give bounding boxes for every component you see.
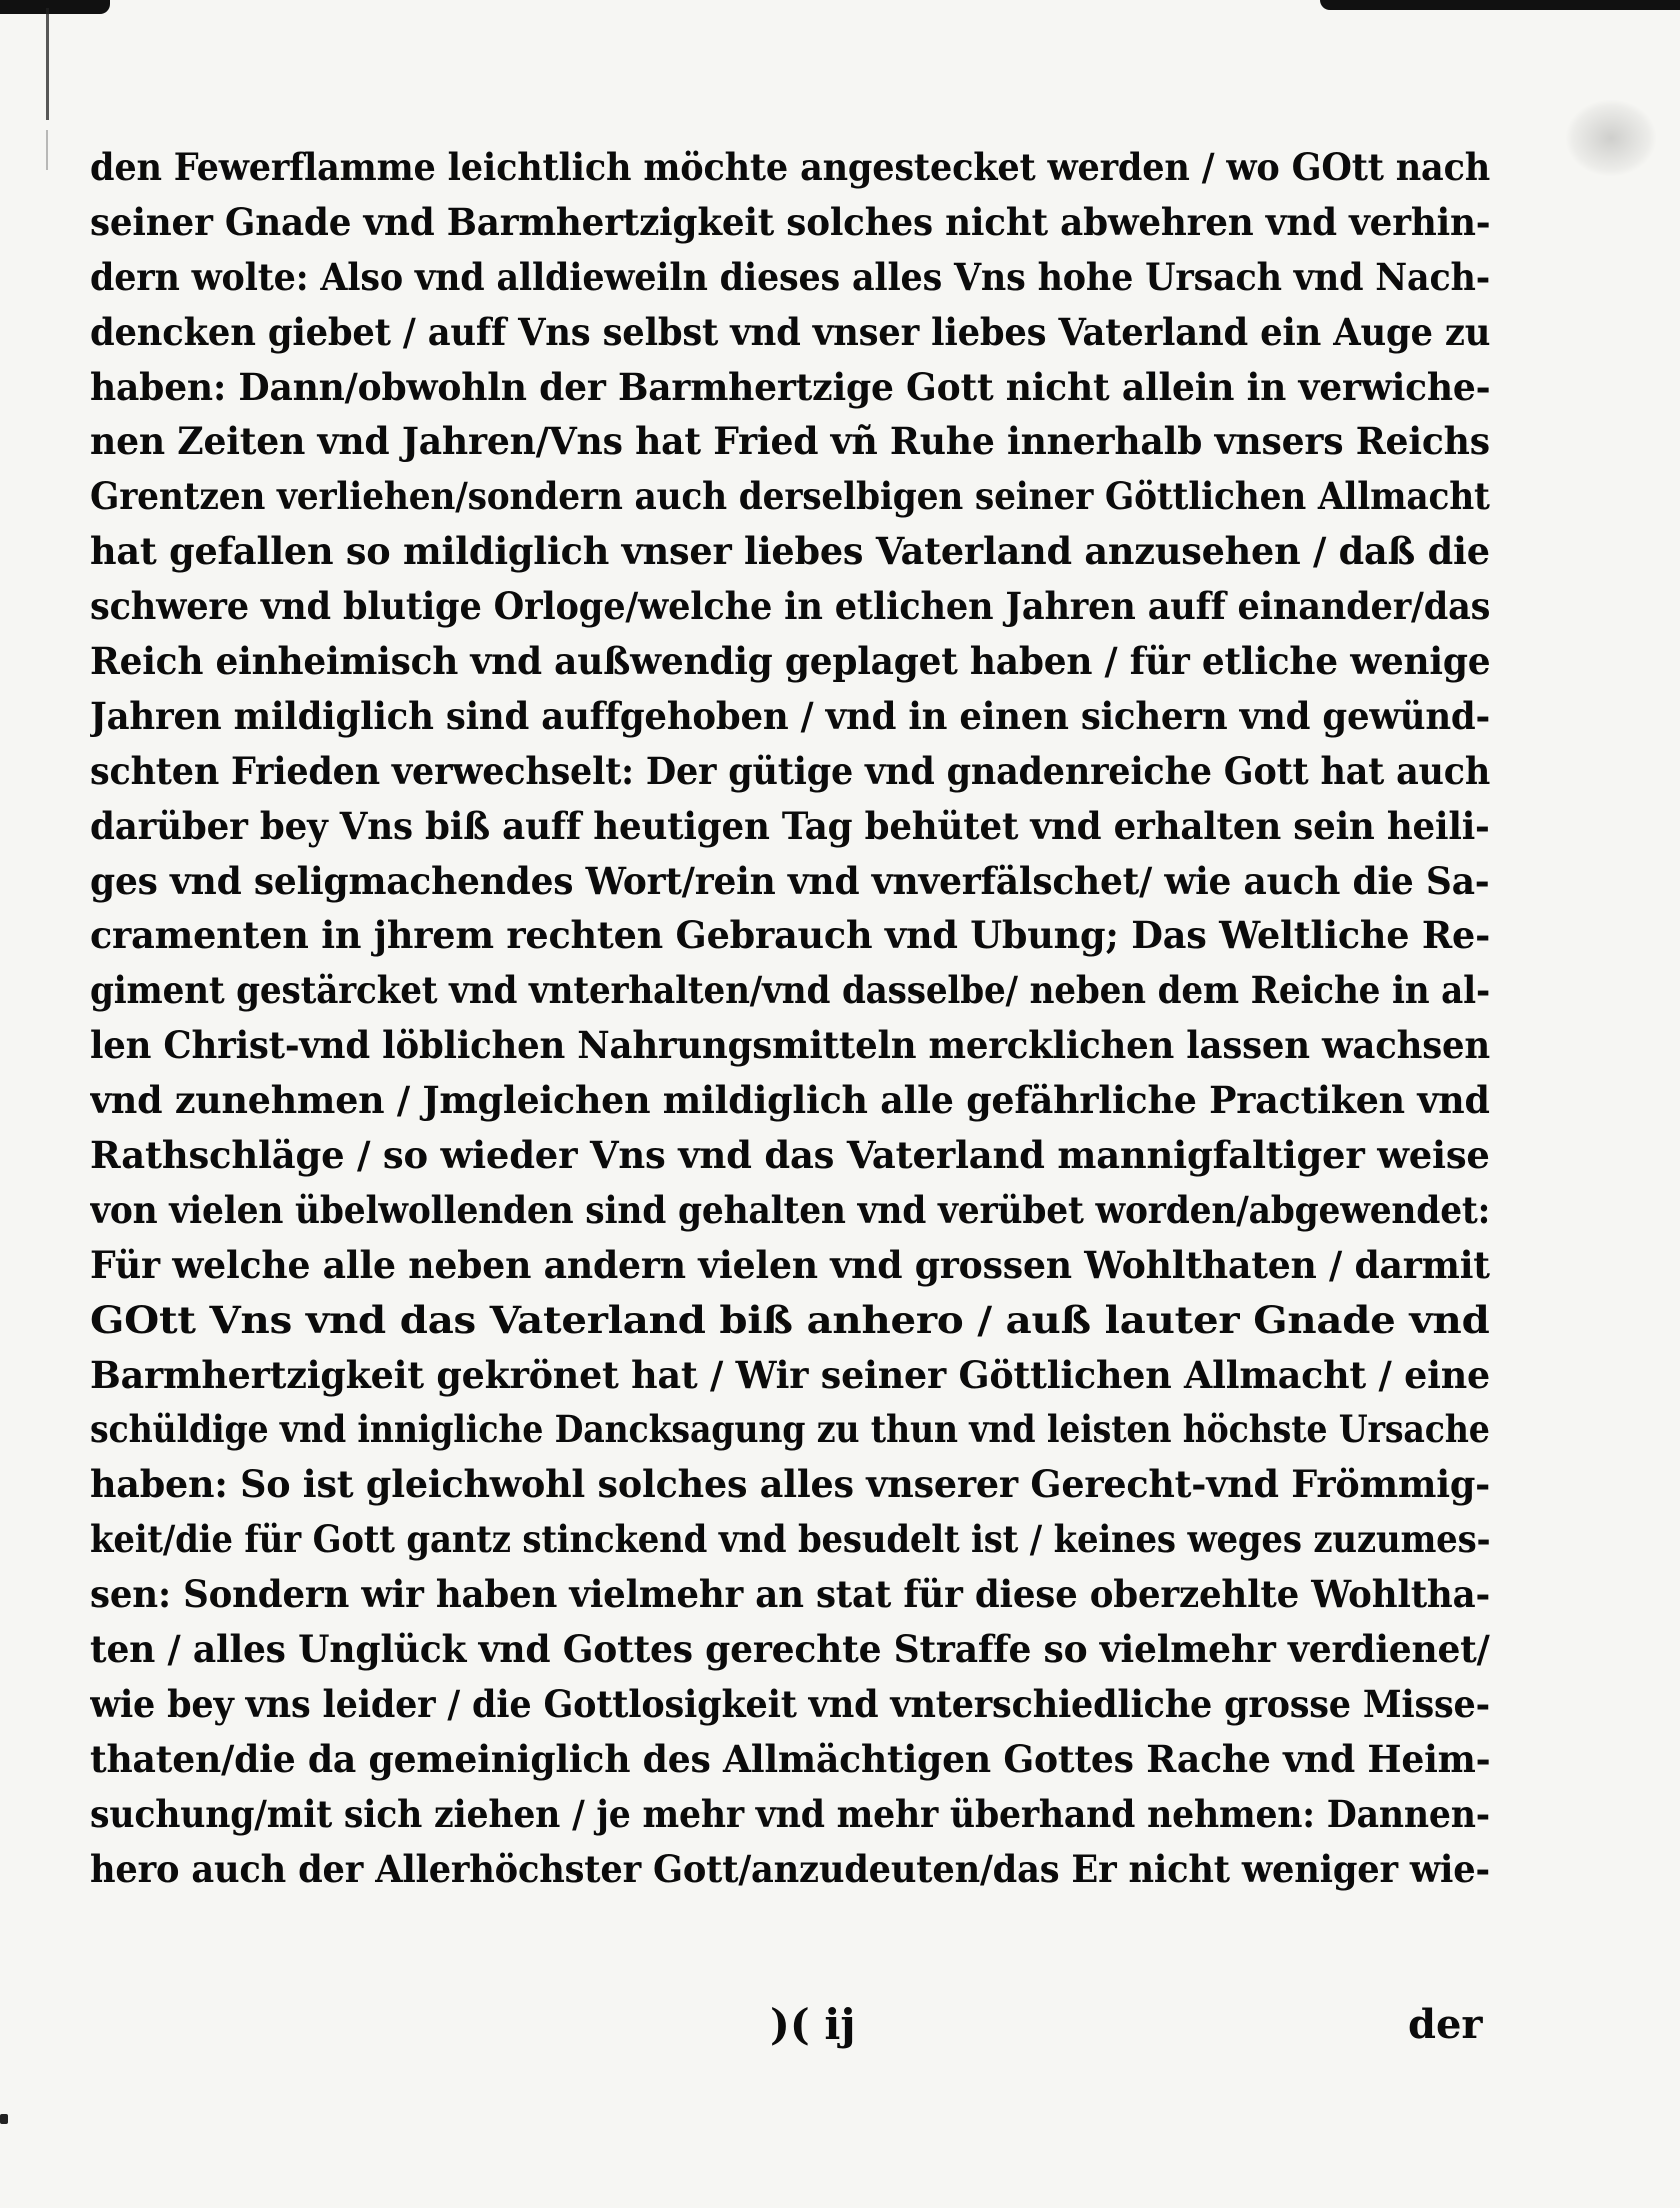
text-line: GOtt Vns vnd das Vaterland biß anhero / auß lauter Gnade vnd — [90, 1297, 1490, 1342]
text-line: cramenten in jhrem rechten Gebrauch vnd Ubung; Das Weltliche Re- — [90, 913, 1490, 958]
scan-edge-shadow — [0, 0, 110, 14]
text-line: ges vnd seligmachendes Wort/rein vnd vnverfälschet/ wie auch die Sa- — [90, 858, 1490, 903]
text-line: haben: Dann/obwohln der Barmhertzige Gott nicht allein in verwiche- — [90, 364, 1490, 409]
scan-smudge — [1566, 100, 1656, 176]
text-line: Rathschläge / so wieder Vns vnd das Vaterland mannigfaltiger weise — [90, 1133, 1490, 1178]
text-line: hero auch der Allerhöchster Gott/anzudeuten/das Er nicht weniger wie- — [90, 1846, 1490, 1891]
text-line: suchung/mit sich ziehen / je mehr vnd mehr überhand nehmen: Dannen- — [90, 1791, 1490, 1836]
text-line: schten Frieden verwechselt: Der gütige vnd gnadenreiche Gott hat auch — [90, 748, 1490, 793]
text-line: hat gefallen so mildiglich vnser liebes Vaterland anzusehen / daß die — [90, 529, 1490, 574]
text-line: thaten/die da gemeiniglich des Allmächtigen Gottes Rache vnd Heim- — [90, 1736, 1490, 1781]
text-line: seiner Gnade vnd Barmhertzigkeit solches nicht abwehren vnd verhin- — [90, 199, 1490, 244]
text-line: len Christ-vnd löblichen Nahrungsmitteln mercklichen lassen wachsen — [90, 1023, 1490, 1068]
text-line: schwere vnd blutige Orloge/welche in etlichen Jahren auff einander/das — [90, 584, 1490, 629]
text-line: Grentzen verliehen/sondern auch derselbigen seiner Göttlichen Allmacht — [90, 474, 1490, 519]
catchword: der — [1408, 2001, 1483, 2048]
text-line: wie bey vns leider / die Gottlosigkeit vnd vnterschiedliche grosse Misse- — [90, 1681, 1490, 1726]
scan-edge-shadow — [1320, 0, 1680, 10]
text-line: sen: Sondern wir haben vielmehr an stat für diese oberzehlte Wohltha- — [90, 1572, 1490, 1617]
body-text — [90, 140, 1490, 2000]
text-line: von vielen übelwollenden sind gehalten vnd verübet worden/abgewendet: — [90, 1187, 1490, 1232]
text-line: darüber bey Vns biß auff heutigen Tag behütet vnd erhalten sein heili- — [90, 803, 1490, 848]
text-line: dern wolte: Also vnd alldieweiln dieses alles Vns hohe Ursach vnd Nach- — [90, 254, 1490, 299]
text-line: keit/die für Gott gantz stinckend vnd besudelt ist / keines weges zuzumes- — [90, 1517, 1490, 1562]
text-line: ten / alles Unglück vnd Gottes gerechte Straffe so vielmehr verdienet/ — [90, 1627, 1490, 1672]
text-line: Jahren mildiglich sind auffgehoben / vnd in einen sichern vnd gewünd- — [90, 693, 1490, 738]
scan-margin-line — [46, 130, 48, 170]
text-line: schüldige vnd innigliche Dancksagung zu thun vnd leisten höchste Ursache — [90, 1407, 1490, 1452]
text-line: vnd zunehmen / Jmgleichen mildiglich alle gefährliche Practiken vnd — [90, 1078, 1490, 1123]
text-line: giment gestärcket vnd vnterhalten/vnd dasselbe/ neben dem Reiche in al- — [90, 968, 1490, 1013]
page-footer — [0, 1990, 1680, 2060]
text-line: den Fewerflamme leichtlich möchte angestecket werden / wo GOtt nach — [90, 145, 1490, 189]
text-line: dencken giebet / auff Vns selbst vnd vnser liebes Vaterland ein Auge zu — [90, 309, 1490, 354]
scan-margin-line — [46, 8, 49, 120]
text-line: haben: So ist gleichwohl solches alles vnserer Gerecht-vnd Frömmig- — [90, 1462, 1490, 1507]
scan-speck — [0, 2114, 8, 2124]
text-line: Reich einheimisch vnd außwendig geplaget haben / für etliche wenige — [90, 639, 1490, 684]
text-line: Barmhertzigkeit gekrönet hat / Wir seiner Göttlichen Allmacht / eine — [90, 1352, 1490, 1397]
text-line: Für welche alle neben andern vielen vnd grossen Wohlthaten / darmit — [90, 1242, 1490, 1287]
text-line: nen Zeiten vnd Jahren/Vns hat Fried vñ Ruhe innerhalb vnsers Reichs — [90, 419, 1490, 464]
signature-mark: )( ij — [770, 2000, 856, 2049]
